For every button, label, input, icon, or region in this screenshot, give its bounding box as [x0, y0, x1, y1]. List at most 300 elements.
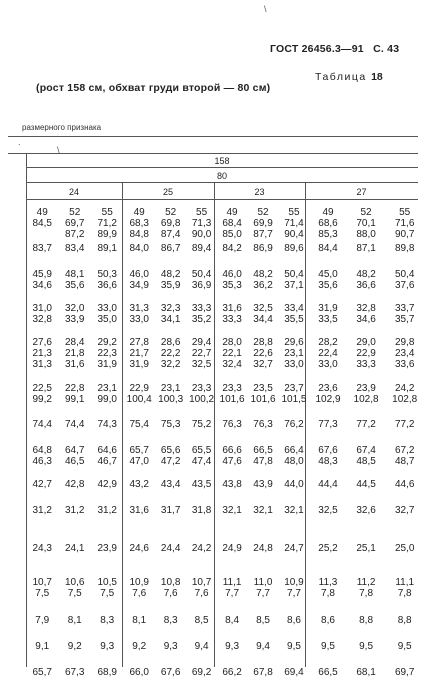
table-cell [123, 445, 154, 479]
table-cell [58, 479, 90, 505]
cell-value: 68,1 [356, 667, 376, 678]
table-cell [385, 419, 421, 445]
table-cell [385, 479, 421, 505]
cell-value: 23,3 [191, 383, 212, 394]
table-cell [347, 303, 386, 337]
measurement-table [26, 207, 421, 691]
cell-value: 67,6 [160, 667, 181, 678]
table-cell [247, 615, 278, 641]
table-cell [26, 207, 58, 243]
table-cell [347, 337, 386, 383]
cell-value: 44,5 [356, 479, 376, 490]
table-cell [91, 577, 123, 615]
cell-value: 33,0 [284, 359, 304, 370]
table-cell [26, 543, 58, 577]
cell-value: 102,9 [315, 394, 341, 405]
cell-value: 84,5 [32, 218, 52, 229]
table-cell [155, 303, 186, 337]
table-cell [385, 641, 421, 667]
cell-value: 35,7 [394, 314, 415, 325]
cell-value: 35,0 [97, 314, 117, 325]
table-cell [347, 641, 386, 667]
hip-header: 27 [356, 187, 367, 197]
cell-value: 32,5 [253, 303, 273, 314]
cell-value: 100,3 [158, 394, 184, 405]
table-cell [385, 269, 421, 303]
cell-value: 21,3 [32, 348, 52, 359]
cell-value: 71,4 [284, 218, 304, 229]
cell-value: 90,0 [191, 229, 212, 240]
table-cell [279, 577, 309, 615]
table-cell [217, 445, 247, 479]
cell-value: 68,6 [318, 218, 338, 229]
cell-value: 49 [36, 207, 48, 218]
table-cell [309, 543, 347, 577]
cell-value: 24,2 [394, 383, 415, 394]
cell-value: 31,9 [97, 359, 117, 370]
document-header [270, 43, 399, 55]
cell-value: 34,9 [129, 280, 149, 291]
table-cell [155, 641, 186, 667]
cell-value: 25,1 [356, 543, 376, 554]
table-cell [217, 383, 247, 419]
cell-value: 33,4 [284, 303, 304, 314]
table-row [26, 479, 421, 505]
table-cell [279, 543, 309, 577]
cell-value: 75,3 [160, 419, 181, 430]
table-cell [123, 337, 154, 383]
cell-value: 65,7 [129, 445, 149, 456]
cell-value: 48,2 [356, 269, 376, 280]
table-cell [347, 269, 386, 303]
table-cell [26, 479, 58, 505]
table-cell [58, 543, 90, 577]
cell-value: 33,0 [129, 314, 149, 325]
cell-value: 8,4 [225, 615, 240, 626]
cell-value: 8,5 [256, 615, 270, 626]
cell-value: 46,0 [222, 269, 242, 280]
table-cell [309, 667, 347, 691]
cell-value: 10,8 [160, 577, 181, 588]
table-cell [347, 479, 386, 505]
cell-value: 22,9 [129, 383, 149, 394]
table-row [26, 269, 421, 303]
cell-value: 32,1 [253, 505, 273, 516]
cell-value: 34,6 [356, 314, 376, 325]
cell-value: 71,6 [394, 218, 415, 229]
table-cell [26, 505, 58, 543]
table-cell [279, 479, 309, 505]
cell-value: 24,3 [32, 543, 52, 554]
cell-value: 46,5 [64, 456, 85, 467]
cell-value: 24,9 [222, 543, 242, 554]
cell-value: 33,5 [318, 314, 338, 325]
cell-value: 101,6 [219, 394, 245, 405]
cell-value: 47,8 [253, 456, 273, 467]
table-cell [91, 505, 123, 543]
table-cell [58, 445, 90, 479]
chest-header: 80 [216, 171, 227, 181]
hip-header: 24 [68, 187, 79, 197]
cell-value: 32,1 [284, 505, 304, 516]
table-cell [217, 419, 247, 445]
table-cell [58, 667, 90, 691]
cell-value: 7,5 [35, 588, 50, 599]
table-cell [385, 615, 421, 641]
cell-value: 23,5 [253, 383, 273, 394]
table-cell [279, 243, 309, 269]
cell-value: 101,6 [250, 394, 276, 405]
cell-value: 34,6 [32, 280, 52, 291]
cell-value: 55 [399, 207, 411, 218]
cell-value: 66,5 [253, 445, 273, 456]
table-cell [186, 543, 216, 577]
cell-value: 89,6 [284, 243, 304, 254]
cell-value: 10,7 [32, 577, 52, 588]
cell-value: 10,7 [191, 577, 212, 588]
cell-value: 90,7 [394, 229, 415, 240]
cell-value: 7,6 [194, 588, 209, 599]
table-cell [186, 419, 216, 445]
table-cell [279, 505, 309, 543]
table-cell [347, 207, 386, 243]
table-cell [247, 479, 278, 505]
table-cell [91, 269, 123, 303]
table-cell [385, 243, 421, 269]
cell-value: 9,5 [287, 641, 301, 652]
cell-value: 24,7 [284, 543, 304, 554]
table-cell [217, 337, 247, 383]
table-cell [155, 269, 186, 303]
cell-value: 31,9 [129, 359, 149, 370]
table-cell [26, 641, 58, 667]
cell-value: 74,4 [32, 419, 52, 430]
table-cell [279, 303, 309, 337]
cell-value: 31,8 [191, 505, 212, 516]
cell-value: 70,1 [356, 218, 376, 229]
table-cell [26, 303, 58, 337]
cell-value: 48,1 [64, 269, 85, 280]
cell-value: 23,4 [394, 348, 415, 359]
cell-value: 24,8 [253, 543, 273, 554]
cell-value: 84,8 [129, 229, 149, 240]
cell-value: 86,9 [253, 243, 273, 254]
table-cell [186, 303, 216, 337]
table-cell [309, 337, 347, 383]
table-cell [309, 577, 347, 615]
cell-value: 50,4 [394, 269, 415, 280]
table-cell [26, 269, 58, 303]
table-cell [385, 543, 421, 577]
table-cell [309, 419, 347, 445]
cell-value: 8,6 [287, 615, 301, 626]
cell-value: 28,2 [318, 337, 338, 348]
cell-value: 22,8 [64, 383, 85, 394]
cell-value: 87,1 [356, 243, 376, 254]
table-label: Таблица [315, 71, 367, 83]
table-cell [247, 243, 278, 269]
cell-value: 32,8 [356, 303, 376, 314]
cell-value: 47,6 [222, 456, 242, 467]
cell-value: 33,9 [64, 314, 85, 325]
table-cell [309, 445, 347, 479]
cell-value: 9,5 [321, 641, 335, 652]
cell-value: 71,2 [97, 218, 117, 229]
table-row [26, 207, 421, 243]
cell-value: 21,8 [64, 348, 85, 359]
cell-value: 32,7 [394, 505, 415, 516]
table-cell [58, 383, 90, 419]
cell-value: 32,5 [318, 505, 338, 516]
cell-value: 35,5 [284, 314, 304, 325]
cell-value: 8,8 [359, 615, 374, 626]
rule [26, 182, 418, 183]
cell-value: 22,5 [32, 383, 52, 394]
cell-value: 33,0 [97, 303, 117, 314]
cell-value: 11,0 [253, 577, 273, 588]
table-row [26, 641, 421, 667]
table-cell [347, 383, 386, 419]
table-row [26, 303, 421, 337]
cell-value: 71,3 [191, 218, 212, 229]
cell-value: 29,4 [191, 337, 212, 348]
cell-value: 50,4 [191, 269, 212, 280]
table-cell [155, 667, 186, 691]
cell-value: 8,5 [194, 615, 209, 626]
cell-value: 52 [165, 207, 177, 218]
table-cell [217, 269, 247, 303]
cell-value: 28,6 [160, 337, 181, 348]
table-cell [279, 337, 309, 383]
cell-value: 8,1 [67, 615, 82, 626]
cell-value: 77,3 [318, 419, 338, 430]
table-cell [26, 667, 58, 691]
cell-value: 25,2 [318, 543, 338, 554]
cell-value: 67,3 [64, 667, 85, 678]
cell-value: 84,2 [222, 243, 242, 254]
table-cell [123, 207, 154, 243]
cell-value: 23,1 [160, 383, 181, 394]
cell-value: 7,6 [163, 588, 178, 599]
table-cell [58, 337, 90, 383]
cell-value: 33,7 [394, 303, 415, 314]
cell-value: 89,4 [191, 243, 212, 254]
cell-value: 99,1 [64, 394, 85, 405]
cell-value: 24,2 [191, 543, 212, 554]
table-row [26, 505, 421, 543]
cell-value: 52 [257, 207, 269, 218]
cell-value: 34,1 [160, 314, 181, 325]
cell-value: 67,2 [394, 445, 415, 456]
cell-value: 9,3 [100, 641, 115, 652]
table-cell [155, 337, 186, 383]
cell-value: 66,0 [129, 667, 149, 678]
cell-value: 31,2 [32, 505, 52, 516]
cell-value: 66,5 [318, 667, 338, 678]
cell-value: 35,3 [222, 280, 242, 291]
cell-value: 44,0 [284, 479, 304, 490]
cell-value: 22,2 [160, 348, 181, 359]
table-cell [347, 543, 386, 577]
table-cell [247, 383, 278, 419]
cell-value: 25,0 [394, 543, 415, 554]
cell-value: 68,9 [97, 667, 117, 678]
cell-value: 99,0 [97, 394, 117, 405]
cell-value: 69,8 [160, 218, 181, 229]
cell-value: 55 [101, 207, 113, 218]
cell-value: 28,8 [253, 337, 273, 348]
table-cell [91, 641, 123, 667]
cell-value: 35,9 [160, 280, 181, 291]
table-cell [247, 269, 278, 303]
cell-value: 31,6 [129, 505, 149, 516]
cell-value: 83,7 [32, 243, 52, 254]
table-cell [279, 269, 309, 303]
table-cell [26, 383, 58, 419]
scan-mark: . [18, 137, 21, 147]
cell-value: 23,6 [318, 383, 338, 394]
table-cell [91, 419, 123, 445]
column-note: размерного признака [22, 123, 102, 132]
table-cell [279, 615, 309, 641]
cell-value: 69,7 [394, 667, 415, 678]
table-cell [309, 615, 347, 641]
cell-value: 66,2 [222, 667, 242, 678]
cell-value: 24,1 [64, 543, 85, 554]
cell-value: 69,2 [191, 667, 212, 678]
hip-header: 25 [162, 187, 173, 197]
table-cell [58, 615, 90, 641]
cell-value: 42,7 [32, 479, 52, 490]
table-cell [186, 337, 216, 383]
cell-value: 55 [288, 207, 300, 218]
table-cell [309, 479, 347, 505]
cell-value: 47,0 [129, 456, 149, 467]
table-cell [186, 445, 216, 479]
cell-value: 89,1 [97, 243, 117, 254]
table-cell [58, 419, 90, 445]
table-cell [186, 269, 216, 303]
table-cell [91, 207, 123, 243]
table-cell [155, 419, 186, 445]
rule [26, 199, 418, 200]
cell-value: 28,4 [64, 337, 85, 348]
cell-value: 33,3 [356, 359, 376, 370]
table-cell [26, 419, 58, 445]
table-cell [309, 383, 347, 419]
cell-value: 7,8 [359, 588, 374, 599]
cell-value: 100,4 [126, 394, 152, 405]
table-cell [247, 577, 278, 615]
cell-value: 87,2 [64, 229, 85, 240]
cell-value: 8,3 [163, 615, 178, 626]
cell-value: 69,7 [64, 218, 85, 229]
cell-value: 64,6 [97, 445, 117, 456]
cell-value: 7,7 [287, 588, 301, 599]
cell-value: 69,9 [253, 218, 273, 229]
cell-value: 32,6 [356, 505, 376, 516]
table-cell [155, 543, 186, 577]
table-cell [91, 543, 123, 577]
cell-value: 11,1 [395, 577, 415, 588]
table-cell [385, 667, 421, 691]
table-cell [309, 641, 347, 667]
table-cell [186, 479, 216, 505]
table-cell [155, 577, 186, 615]
table-cell [347, 243, 386, 269]
table-cell [309, 207, 347, 243]
table-cell [347, 577, 386, 615]
cell-value: 31,6 [64, 359, 85, 370]
cell-value: 31,2 [97, 505, 117, 516]
table-cell [155, 383, 186, 419]
cell-value: 45,0 [318, 269, 338, 280]
cell-value: 32,4 [222, 359, 242, 370]
cell-value: 10,9 [129, 577, 149, 588]
cell-value: 36,6 [97, 280, 117, 291]
table-cell [385, 303, 421, 337]
cell-value: 9,3 [163, 641, 178, 652]
cell-value: 52 [360, 207, 372, 218]
cell-value: 29,0 [356, 337, 376, 348]
table-cell [91, 383, 123, 419]
table-cell [123, 479, 154, 505]
table-cell [123, 615, 154, 641]
cell-value: 34,4 [253, 314, 273, 325]
table-cell [186, 383, 216, 419]
cell-value: 22,4 [318, 348, 338, 359]
cell-value: 33,0 [318, 359, 338, 370]
cell-value: 42,9 [97, 479, 117, 490]
table-cell [217, 667, 247, 691]
table-cell [247, 337, 278, 383]
cell-value: 64,7 [64, 445, 85, 456]
cell-value: 48,5 [356, 456, 376, 467]
table-cell [217, 577, 247, 615]
cell-value: 8,6 [321, 615, 335, 626]
cell-value: 102,8 [392, 394, 418, 405]
cell-value: 48,7 [394, 456, 415, 467]
table-cell [347, 419, 386, 445]
cell-value: 65,5 [191, 445, 212, 456]
table-cell [58, 303, 90, 337]
cell-value: 43,4 [160, 479, 181, 490]
cell-value: 24,6 [129, 543, 149, 554]
cell-value: 89,9 [97, 229, 117, 240]
table-cell [58, 243, 90, 269]
cell-value: 87,7 [253, 229, 273, 240]
cell-value: 31,2 [64, 505, 85, 516]
table-cell [247, 543, 278, 577]
table-cell [309, 303, 347, 337]
cell-value: 87,4 [160, 229, 181, 240]
cell-value: 23,9 [356, 383, 376, 394]
cell-value: 33,3 [222, 314, 242, 325]
cell-value: 35,6 [64, 280, 85, 291]
cell-value: 44,6 [394, 479, 415, 490]
cell-value: 11,2 [356, 577, 376, 588]
cell-value: 7,7 [256, 588, 270, 599]
cell-value: 101,5 [281, 394, 307, 405]
table-cell [309, 269, 347, 303]
cell-value: 28,0 [222, 337, 242, 348]
cell-value: 48,3 [318, 456, 338, 467]
cell-value: 10,6 [64, 577, 85, 588]
cell-value: 22,9 [356, 348, 376, 359]
scan-mark: \ [57, 145, 60, 155]
cell-value: 74,4 [64, 419, 85, 430]
cell-value: 31,3 [129, 303, 149, 314]
